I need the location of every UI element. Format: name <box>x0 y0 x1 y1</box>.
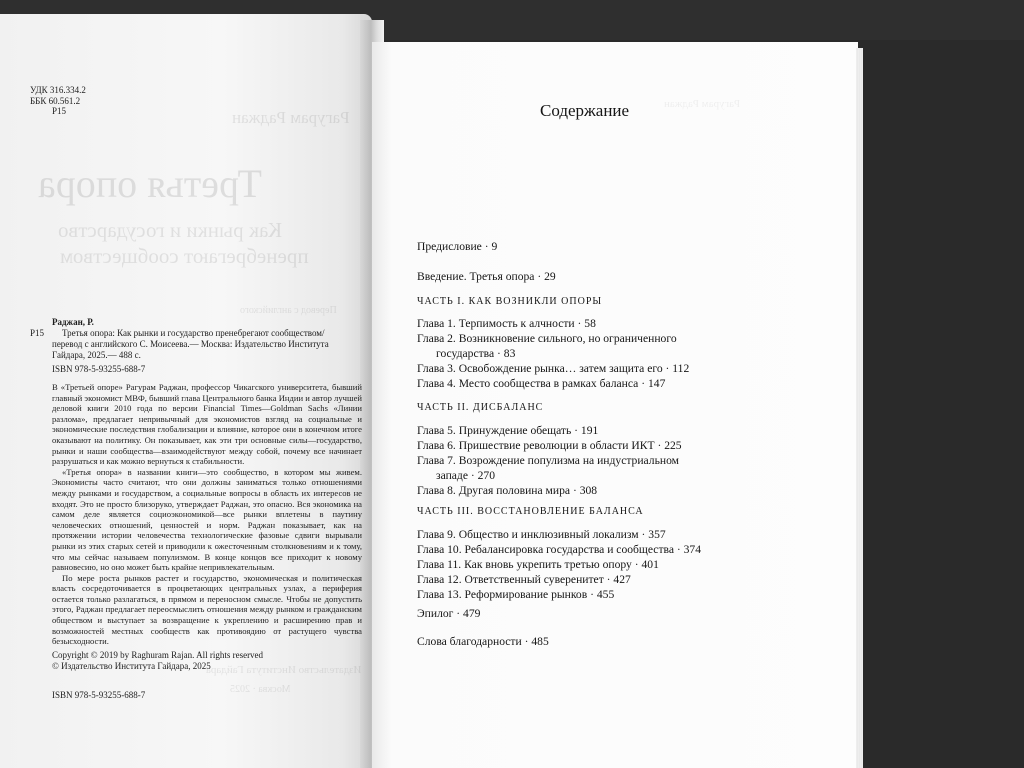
toc-entry: Глава 1. Терпимость к алчности · 58 <box>417 317 596 330</box>
bbk-code: ББК 60.561.2 <box>30 95 81 106</box>
toc-entry: Слова благодарности · 485 <box>417 635 549 648</box>
annotation-paragraph-3: По мере роста рынков растет и государство, экономическая и политическая власть сосредоточивается в процветающих центральных узлах, а периферия остается только разлагаться, в прямом и переносном смысле. Чтобы не допустить этого, Раджан предлагает переосмыслить отношения между рынком и гражданским обществом и выступает за возвращение к укреплению и расширению прав и возможностей местных сообществ как противоядию от растущего чувства безысходности. <box>52 572 362 647</box>
toc-part-heading: ЧАСТЬ II. ДИСБАЛАНС <box>417 402 544 413</box>
isbn-top: ISBN 978-5-93255-688-7 <box>52 364 146 374</box>
card-line-2: перевод с английского С. Моисеева.— Москва: Издательство Института <box>52 339 329 349</box>
toc-part-heading: ЧАСТЬ III. ВОССТАНОВЛЕНИЕ БАЛАНСА <box>417 506 644 517</box>
toc-entry: Глава 8. Другая половина мира · 308 <box>417 484 598 497</box>
toc-entry: Глава 10. Ребалансировка государства и сообщества · 374 <box>417 543 702 556</box>
toc-entry: Введение. Третья опора · 29 <box>417 270 556 283</box>
copyright-line-1: Copyright © 2019 by Raghuram Rajan. All rights reserved <box>52 650 264 660</box>
card-author: Раджан, Р. <box>52 317 94 327</box>
card-code: Р15 <box>30 328 45 338</box>
toc-entry: Глава 6. Пришествие революции в области ИКТ · 225 <box>417 439 682 452</box>
toc-entry: Эпилог · 479 <box>417 607 481 620</box>
toc-entry: Глава 13. Реформирование рынков · 455 <box>417 588 615 601</box>
toc-entry: Глава 5. Принуждение обещать · 191 <box>417 424 599 437</box>
toc-entry-continuation: государства · 83 <box>436 347 516 360</box>
toc-entry: Глава 4. Место сообщества в рамках баланса · 147 <box>417 377 666 390</box>
copyright-line-2: © Издательство Института Гайдара, 2025 <box>52 661 211 671</box>
toc-entry: Глава 9. Общество и инклюзивный локализм · 357 <box>417 528 666 541</box>
udk-code: УДК 316.334.2 <box>30 85 86 95</box>
card-line-1: Третья опора: Как рынки и государство пренебрегают сообществом/ <box>62 328 325 338</box>
annotation-paragraph-1: В «Третьей опоре» Рагурам Раджан, профессор Чикагского университета, бывший главный экономист МВФ, бывший глава Центрального банка Индии и автор лучшей деловой книги 2010 года по версии Financial Times—Goldman Sachs «Линии разлома», предлагает непривычный для экономистов взгляд на социальные и экономические последствия глобализации и влияние, которое они в конечном итоге оказывают на политику. Он показывает, как эти три основные силы—государство, рынки и наши сообщества—взаимодействуют между собой, почему все начинает разрушаться и как можно вернуться к стабильности. <box>52 382 362 467</box>
card-line-3: Гайдара, 2025.— 488 с. <box>52 350 141 360</box>
isbn-bottom: ISBN 978-5-93255-688-7 <box>52 690 146 700</box>
imprint-codes <box>30 85 86 117</box>
page-block-edge <box>856 48 863 768</box>
toc-entry: Глава 11. Как вновь укрепить третью опору · 401 <box>417 558 659 571</box>
toc-entry: Предисловие · 9 <box>417 240 498 253</box>
toc-entry: Глава 3. Освобождение рынка… затем защита его · 112 <box>417 362 690 375</box>
toc-entry-continuation: западе · 270 <box>436 469 496 482</box>
toc-entry: Глава 7. Возрождение популизма на индустриальном <box>417 454 679 467</box>
toc-entry: Глава 12. Ответственный суверенитет · 427 <box>417 573 631 586</box>
page-title: Содержание <box>540 101 630 120</box>
author-mark: Р15 <box>52 106 67 116</box>
toc-entry: Глава 2. Возникновение сильного, но ограниченного <box>417 332 677 345</box>
toc-part-heading: ЧАСТЬ I. КАК ВОЗНИКЛИ ОПОРЫ <box>417 296 603 307</box>
annotation-paragraph-2: «Третья опора» в названии книги—это сообщество, в котором мы живем. Экономисты часто считают, что они должны заниматься только отношениями между рынками и государством, а социальные вопросы в область их интересов не входят. Это не просто близоруко, утверждает Раджан, это опасно. Вся экономика на самом деле является социоэкономикой—все рынки вплетены в паутину человеческих отношений, ценностей и норм. Раджан показывает, как на протяжении истории человечества технологические фазовые сдвиги вырывали рынки из этих старых сетей и приводили к ожесточенным столкновениям и к тому, что мы сейчас называем популизмом. В конце концов все приходит к новому равновесию, но оно может быть крайне непривлекательным. <box>52 466 362 573</box>
annotation <box>52 382 362 647</box>
